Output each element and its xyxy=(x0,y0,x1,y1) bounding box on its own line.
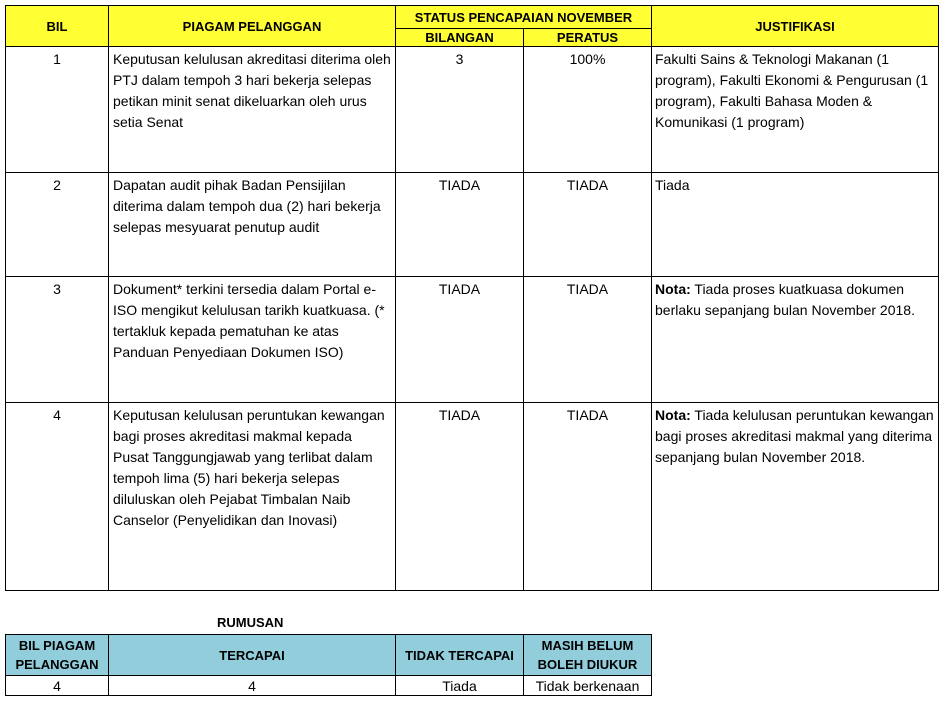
summary-title: RUMUSAN xyxy=(217,615,284,630)
row-bilangan: TIADA xyxy=(396,403,524,591)
summary-tidak-tercapai: Tiada xyxy=(396,676,524,696)
row-peratus: TIADA xyxy=(524,277,652,403)
table-row xyxy=(6,403,939,591)
summary-header-tercapai: TERCAPAI xyxy=(109,635,396,676)
header-status-pencapaian: STATUS PENCAPAIAN NOVEMBER xyxy=(396,6,652,29)
row-bil: 1 xyxy=(6,47,109,173)
justifikasi-text: Tiada proses kuatkuasa dokumen berlaku sepanjang bulan November 2018. xyxy=(655,281,915,318)
row-justifikasi xyxy=(652,47,939,173)
summary-header-bil-piagam: BIL PIAGAM PELANGGAN xyxy=(6,635,109,676)
justifikasi-text: Tiada xyxy=(655,177,690,193)
row-peratus: TIADA xyxy=(524,173,652,277)
summary-bil-piagam: 4 xyxy=(6,676,109,696)
row-justifikasi xyxy=(652,277,939,403)
row-peratus: TIADA xyxy=(524,403,652,591)
row-piagam: Keputusan kelulusan peruntukan kewangan bagi proses akreditasi makmal kepada Pusat Tanggungjawab yang terlibat dalam tempoh lima (5) hari bekerja selepas diluluskan oleh Pejabat Timbalan Naib Canselor (Penyelidikan dan Inovasi) xyxy=(109,403,396,591)
row-bil: 2 xyxy=(6,173,109,277)
customer-charter-table xyxy=(5,5,939,591)
table-row xyxy=(6,173,939,277)
header-justifikasi: JUSTIFIKASI xyxy=(652,6,939,47)
summary-header-tidak-tercapai: TIDAK TERCAPAI xyxy=(396,635,524,676)
header-piagam-pelanggan: PIAGAM PELANGGAN xyxy=(109,6,396,47)
note-label: Nota: xyxy=(655,281,691,297)
row-piagam: Keputusan kelulusan akreditasi diterima oleh PTJ dalam tempoh 3 hari bekerja selepas petikan minit senat dikeluarkan oleh urus setia Senat xyxy=(109,47,396,173)
summary-row xyxy=(6,676,652,696)
row-peratus: 100% xyxy=(524,47,652,173)
header-bilangan: BILANGAN xyxy=(396,29,524,47)
row-bilangan: TIADA xyxy=(396,173,524,277)
row-piagam: Dapatan audit pihak Badan Pensijilan diterima dalam tempoh dua (2) hari bekerja selepas mesyuarat penutup audit xyxy=(109,173,396,277)
summary-table xyxy=(5,634,652,696)
justifikasi-text: Tiada kelulusan peruntukan kewangan bagi proses akreditasi makmal yang diterima sepanjang bulan November 2018. xyxy=(655,407,934,465)
note-label: Nota: xyxy=(655,407,691,423)
table-row xyxy=(6,277,939,403)
header-bil: BIL xyxy=(6,6,109,47)
row-justifikasi xyxy=(652,173,939,277)
row-bilangan: 3 xyxy=(396,47,524,173)
row-bilangan: TIADA xyxy=(396,277,524,403)
row-piagam: Dokument* terkini tersedia dalam Portal e-ISO mengikut kelulusan tarikh kuatkuasa. (* tertakluk kepada pematuhan ke atas Panduan Penyediaan Dokumen ISO) xyxy=(109,277,396,403)
summary-tercapai: 4 xyxy=(109,676,396,696)
row-bil: 4 xyxy=(6,403,109,591)
table-row xyxy=(6,47,939,173)
summary-masih-belum: Tidak berkenaan xyxy=(524,676,652,696)
row-justifikasi xyxy=(652,403,939,591)
header-peratus: PERATUS xyxy=(524,29,652,47)
justifikasi-text: Fakulti Sains & Teknologi Makanan (1 program), Fakulti Ekonomi & Pengurusan (1 program), Fakulti Bahasa Moden & Komunikasi (1 program) xyxy=(655,51,929,130)
summary-header-masih-belum: MASIH BELUM BOLEH DIUKUR xyxy=(524,635,652,676)
row-bil: 3 xyxy=(6,277,109,403)
